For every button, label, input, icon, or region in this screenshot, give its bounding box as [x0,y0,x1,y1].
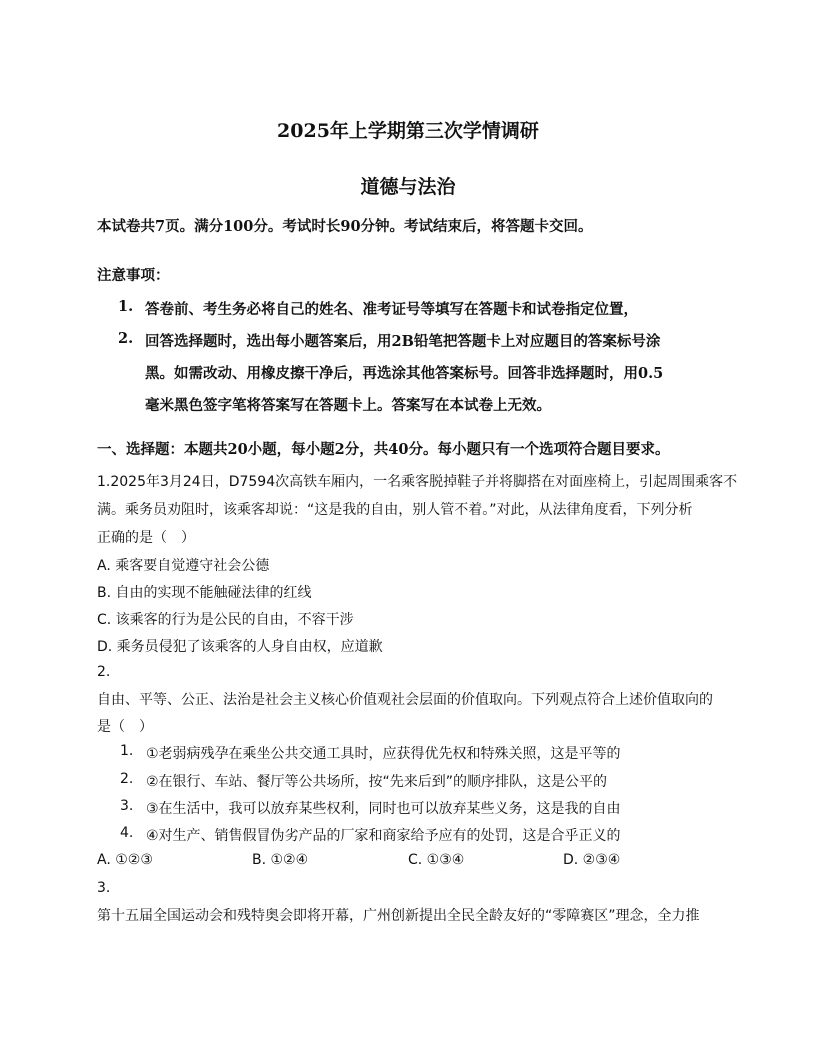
statement-text: ①老弱病残孕在乘坐公共交通工具时，应获得优先权和特殊关照，这是平等的 [146,746,621,762]
notice-item-text: 答卷前、考生务必将自己的姓名、准考证号等填写在答题卡和试卷指定位置， [145,301,638,318]
question-1-option-b: B. 自由的实现不能触碰法律的红线 [97,585,312,601]
question-2-option-d: D. ②③④ [563,852,621,868]
question-3-number: 3. [97,880,111,896]
statement-number: 2. [120,771,134,787]
question-2-option-b: B. ①②④ [252,852,309,868]
question-1-option-a: A. 乘客要自觉遵守社会公德 [97,558,270,574]
statement-number: 3. [120,798,134,814]
statement-number: 1. [120,743,134,759]
notice-item-text: 黑。如需改动、用橡皮擦干净后，再选涂其他答案标号。回答非选择题时，用0.5 [145,365,664,382]
statement-number: 4. [120,825,134,841]
notice-item-text: 回答选择题时，选出每小题答案后，用2B铅笔把答题卡上对应题目的答案标号涂 [145,333,661,350]
question-2-option-c: C. ①③④ [408,852,465,868]
notice-item-number: 2. [118,330,134,347]
statement-text: ③在生活中，我可以放弃某些权利，同时也可以放弃某些义务，这是我的自由 [146,801,621,817]
question-1-stem: 1.2025年3月24日，D7594次高铁车厢内，一名乘客脱掉鞋子并将脚搭在对面座椅上，引起周围乘客不 [97,474,738,490]
question-2-stem: 是（ ） [97,719,153,735]
exam-intro: 本试卷共7页。满分100分。考试时长90分钟。考试结束后，将答题卡交回。 [97,218,593,235]
question-2-option-a: A. ①②③ [97,852,153,868]
statement-text: ④对生产、销售假冒伪劣产品的厂家和商家给予应有的处罚，这是合乎正义的 [146,828,621,844]
question-1-option-d: D. 乘务员侵犯了该乘客的人身自由权，应道歉 [97,639,383,655]
question-1-stem: 正确的是（ ） [97,530,195,546]
question-2-number: 2. [97,664,111,680]
question-2-stem: 自由、平等、公正、法治是社会主义核心价值观社会层面的价值取向。下列观点符合上述价值取向的 [97,692,713,708]
exam-title: 2025年上学期第三次学情调研 [277,120,539,142]
question-3-stem: 第十五届全国运动会和残特奥会即将开幕，广州创新提出全民全龄友好的“零障赛区”理念，全力推 [97,908,700,924]
section-heading: 一、选择题：本题共20小题，每小题2分，共40分。每小题只有一个选项符合题目要求。 [97,441,670,458]
statement-text: ②在银行、车站、餐厅等公共场所，按“先来后到”的顺序排队，这是公平的 [146,774,608,790]
notice-item-number: 1. [118,298,134,315]
notice-item-text: 毫米黑色签字笔将答案写在答题卡上。答案写在本试卷上无效。 [145,397,551,414]
subject-title: 道德与法治 [360,176,456,198]
question-1-option-c: C. 该乘客的行为是公民的自由，不容干涉 [97,612,354,628]
notice-heading: 注意事项： [97,267,170,284]
question-1-stem: 满。乘务员劝阻时，该乘客却说：“这是我的自由，别人管不着。”对此，从法律角度看，下列分析 [97,502,693,518]
